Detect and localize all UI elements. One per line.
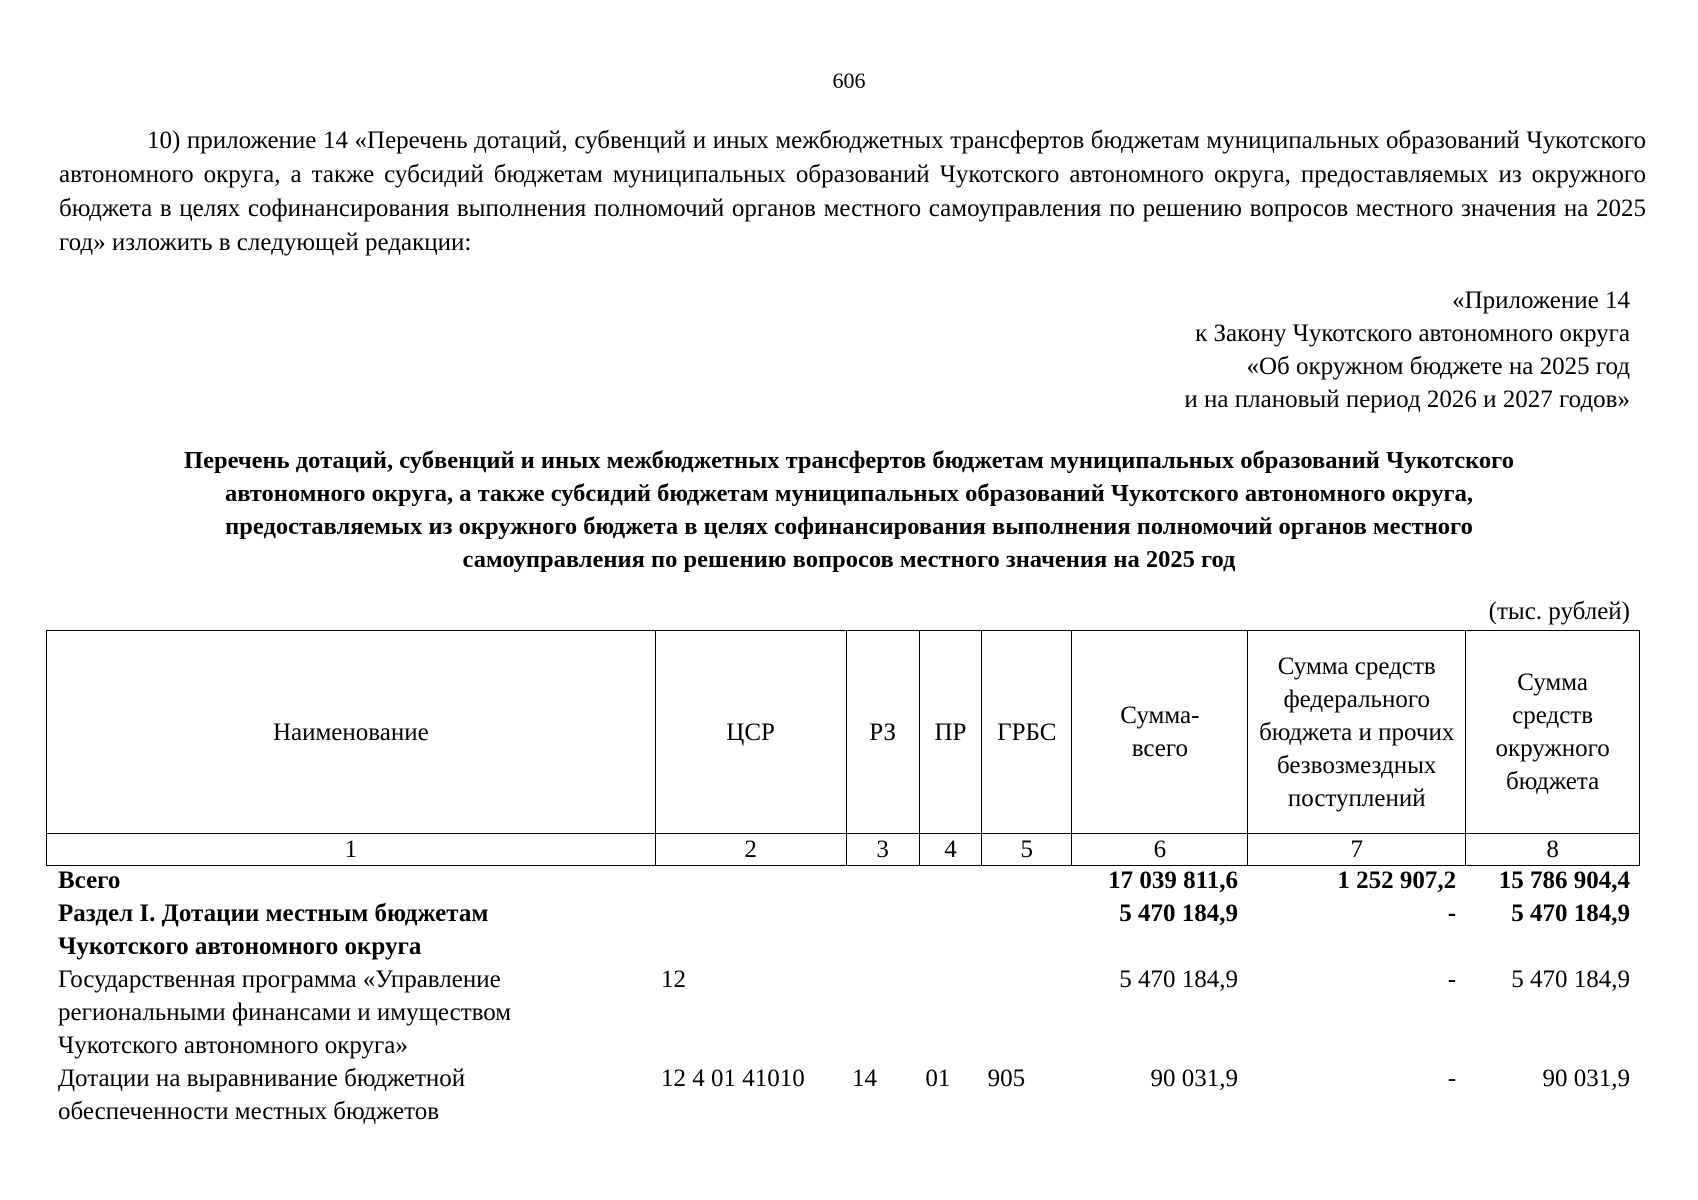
cell-grbs xyxy=(982,963,1072,1062)
cell-total: 17 039 811,6 xyxy=(1108,867,1238,894)
cell-name: Раздел I. Дотации местным бюджетам Чукотского автономного округа xyxy=(58,900,489,960)
page-number: 606 xyxy=(832,68,866,93)
column-number: 2 xyxy=(655,834,846,866)
header-total: Сумма-всего xyxy=(1072,631,1248,834)
column-number: 5 xyxy=(982,834,1072,866)
cell-csr xyxy=(655,897,846,963)
cell-rz xyxy=(846,963,919,1062)
table-row xyxy=(46,963,1640,1062)
cell-total: 5 470 184,9 xyxy=(1119,900,1238,927)
header-pr: ПР xyxy=(919,631,981,834)
table-row xyxy=(46,897,1640,963)
column-number: 3 xyxy=(846,834,919,866)
cell-federal: - xyxy=(1447,1065,1457,1092)
title-line: автономного округа, а также субсидий бюджетам муниципальных образований Чукотского автономного округа, xyxy=(224,480,1474,507)
appendix-line: «Об окружном бюджете на 2025 год xyxy=(1246,353,1630,380)
column-number: 4 xyxy=(919,834,981,866)
cell-pr: 01 xyxy=(925,1065,951,1092)
cell-total: 5 470 184,9 xyxy=(1119,966,1238,993)
cell-federal: - xyxy=(1447,900,1457,927)
cell-total: 90 031,9 xyxy=(1150,1065,1238,1092)
cell-csr: 12 4 01 41010 xyxy=(661,1065,805,1092)
table-header xyxy=(46,630,1640,866)
cell-csr: 12 xyxy=(661,966,687,993)
title-line: Перечень дотаций, субвенций и иных межбюджетных трансфертов бюджетам муниципальных образований Чукотского xyxy=(184,447,1514,474)
column-number-row xyxy=(47,834,1640,866)
cell-federal: - xyxy=(1447,966,1457,993)
cell-regional: 90 031,9 xyxy=(1542,1065,1630,1092)
header-name: Наименование xyxy=(47,631,656,834)
cell-rz xyxy=(846,897,919,963)
cell-pr xyxy=(919,864,981,897)
cell-grbs: 905 xyxy=(987,1065,1026,1092)
title-line: самоуправления по решению вопросов местного значения на 2025 год xyxy=(462,546,1236,573)
appendix-line: к Закону Чукотского автономного округа xyxy=(1195,320,1630,347)
appendix-line: и на плановый период 2026 и 2027 годов» xyxy=(1184,386,1630,413)
cell-pr xyxy=(919,897,981,963)
cell-regional: 15 786 904,4 xyxy=(1498,867,1630,894)
cell-pr xyxy=(919,963,981,1062)
header-regional: Сумма средств окружного бюджета xyxy=(1466,631,1640,834)
column-number: 1 xyxy=(47,834,656,866)
header-grbs: ГРБС xyxy=(982,631,1072,834)
table-row xyxy=(46,1062,1640,1128)
cell-rz: 14 xyxy=(852,1065,877,1092)
document-title xyxy=(40,444,1658,576)
cell-regional: 5 470 184,9 xyxy=(1511,900,1630,927)
column-number: 6 xyxy=(1072,834,1248,866)
cell-regional: 5 470 184,9 xyxy=(1511,966,1630,993)
cell-federal: 1 252 907,2 xyxy=(1337,867,1457,894)
header-csr: ЦСР xyxy=(655,631,846,834)
cell-name: Государственная программа «Управление региональными финансами и имуществом Чукотского автономного округа» xyxy=(58,966,512,1059)
header-federal: Сумма средств федерального бюджета и прочих безвозмездных поступлений xyxy=(1248,631,1466,834)
unit-label: (тыс. рублей) xyxy=(1488,598,1630,625)
header-rz: РЗ xyxy=(846,631,919,834)
cell-csr xyxy=(655,864,846,897)
cell-name: Всего xyxy=(58,867,121,894)
cell-grbs xyxy=(982,864,1072,897)
cell-name: Дотации на выравнивание бюджетной обеспеченности местных бюджетов xyxy=(58,1065,466,1125)
appendix-note xyxy=(1184,284,1630,416)
cell-grbs xyxy=(982,897,1072,963)
cell-rz xyxy=(846,864,919,897)
column-number: 7 xyxy=(1248,834,1466,866)
appendix-line: «Приложение 14 xyxy=(1452,287,1630,314)
intro-paragraph: 10) приложение 14 «Перечень дотаций, субвенций и иных межбюджетных трансфертов бюджетам муниципальных образований Чукотского автономного округа, а также субсидий бюджетам муниципальных образований Чукотского автономного округа, предоставляемых из окружного бюджета в целях софинансирования выполнения полномочий органов местного самоуправления по решению вопросов местного значения на 2025 год» изложить в следующей редакции: xyxy=(59,127,1646,256)
title-line: предоставляемых из окружного бюджета в целях софинансирования выполнения полномочий органов местного xyxy=(225,513,1473,540)
table-body xyxy=(46,864,1640,1128)
table-row xyxy=(46,864,1640,897)
column-number: 8 xyxy=(1466,834,1640,866)
